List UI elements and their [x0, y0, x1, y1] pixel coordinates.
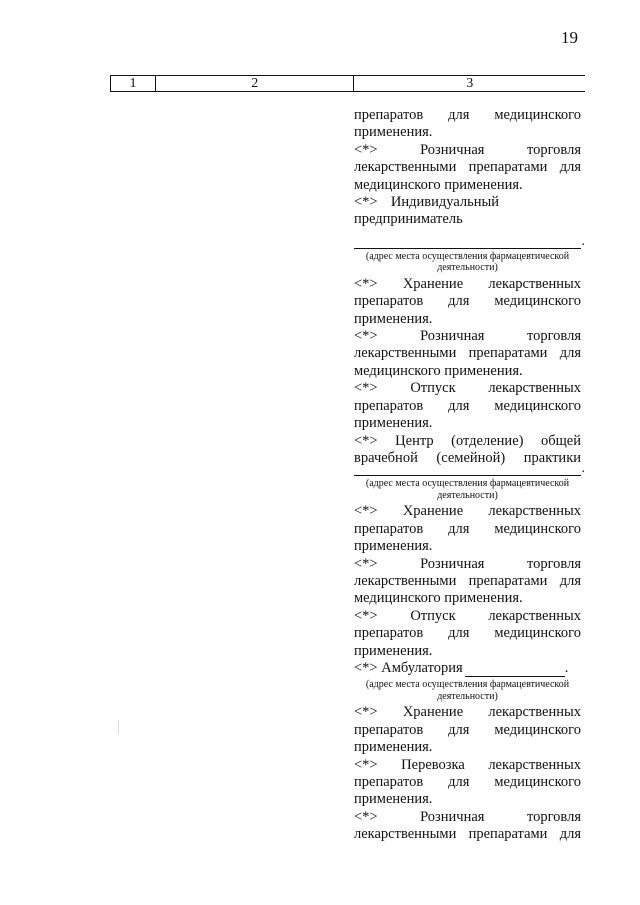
table-header-row — [110, 75, 585, 92]
address-caption-2: (адрес места осуществления фармацевтической деятельности) — [365, 478, 570, 501]
paragraph-retail-trade: <*> Розничная торговля лекарственными препаратами для медицинского применения. — [354, 141, 581, 193]
address-caption-1: (адрес места осуществления фармацевтической деятельности) — [365, 250, 570, 274]
paragraph-storage: <*> Хранение лекарственных препаратов для медицинского применения. — [354, 704, 581, 756]
paragraph-storage: <*> Хранение лекарственных препаратов для медицинского применения. — [354, 503, 581, 555]
paragraph-individual-entrepreneur: <*> Индивидуальный предприниматель — [354, 194, 499, 228]
paragraph-storage: <*> Хранение лекарственных препаратов для медицинского применения. — [354, 275, 581, 327]
paragraph-general-practice-center: <*> Центр (отделение) общей — [354, 432, 581, 449]
address-fill-line-2: . — [354, 467, 581, 476]
paragraph-storage-continuation: препаратов для медицинского применения. — [354, 107, 581, 141]
paragraph-general-practice-center-cont: врачебной (семейной) практики — [354, 449, 581, 466]
column-header-2: 2 — [156, 76, 355, 91]
paragraph-dispensing: <*> Отпуск лекарственных препаратов для медицинского применения. — [354, 607, 581, 659]
paragraph-ambulatory: <*> Амбулатория . — [354, 659, 569, 676]
page-number: 19 — [561, 28, 578, 47]
column-header-3: 3 — [466, 76, 474, 91]
stray-scan-mark — [118, 720, 119, 734]
paragraph-retail-trade-partial: <*> Розничная торговля лекарственными препаратами для — [354, 808, 581, 843]
ambulatory-fill-line — [465, 662, 565, 677]
address-fill-line-1: . — [354, 229, 581, 249]
paragraph-retail-trade: <*> Розничная торговля лекарственными препаратами для медицинского применения. — [354, 328, 581, 379]
column-3-content — [354, 107, 585, 844]
paragraph-retail-trade: <*> Розничная торговля лекарственными препаратами для медицинского применения. — [354, 555, 581, 607]
paragraph-dispensing: <*> Отпуск лекарственных препаратов для медицинского применения. — [354, 380, 581, 432]
column-header-1: 1 — [111, 76, 156, 91]
address-caption-3: (адрес места осуществления фармацевтической деятельности) — [365, 679, 570, 702]
paragraph-transportation: <*> Перевозка лекарственных препаратов для медицинского применения. — [354, 756, 581, 808]
